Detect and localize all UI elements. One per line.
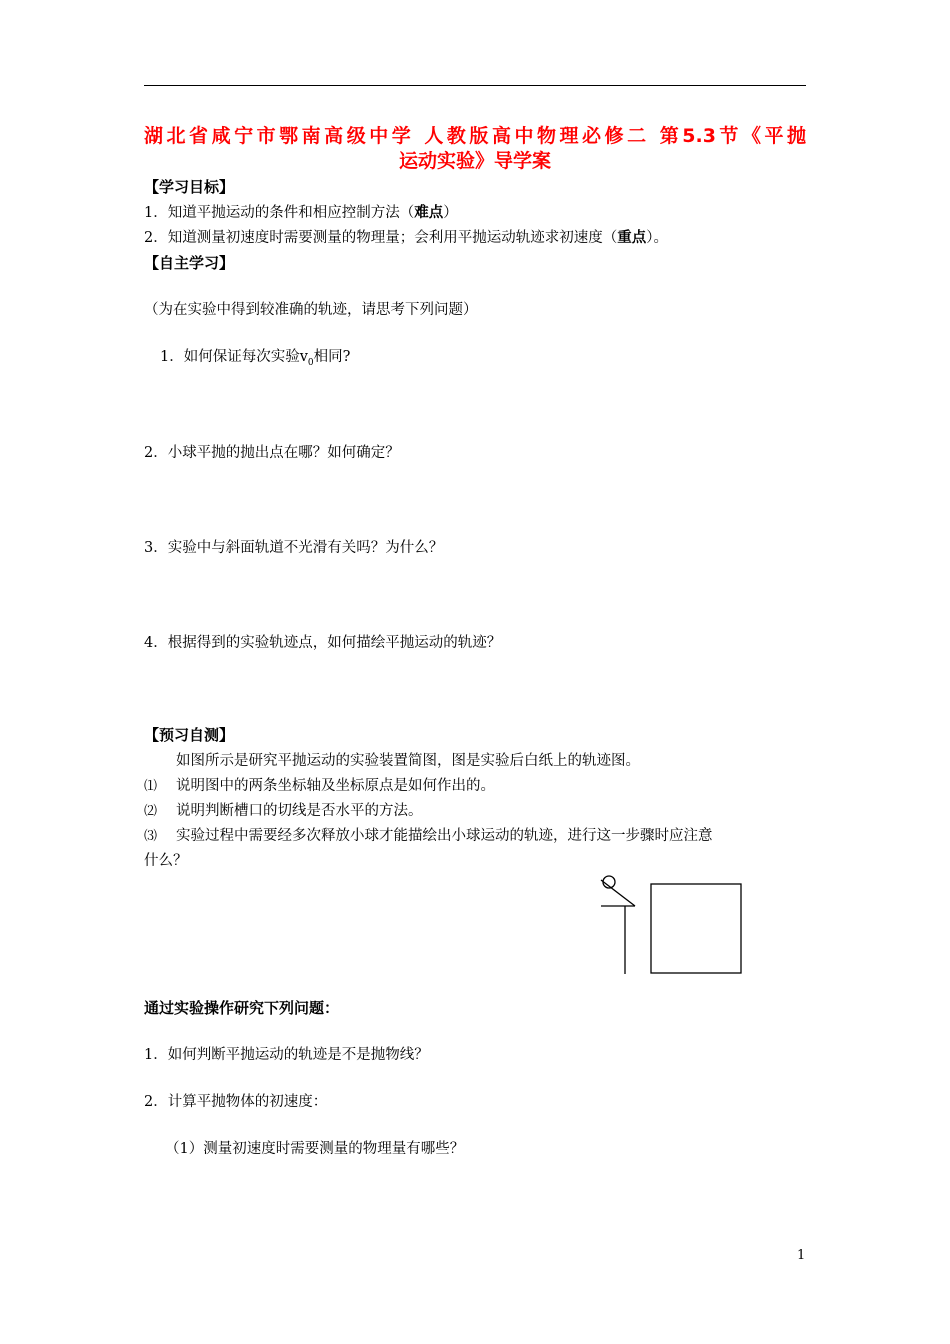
preview-item-2-marker: ⑵ [144, 804, 158, 819]
objective-item-2-text: 2．知道测量初速度时需要测量的物理量；会利用平抛运动轨迹求初速度（ [144, 230, 618, 246]
preview-item-2 [144, 799, 423, 820]
chute-incline [601, 880, 635, 906]
objective-item-2-end: ）。 [646, 230, 668, 246]
experiment-question-1: 1．如何判断平抛运动的轨迹是不是抛物线？ [144, 1047, 429, 1063]
document-title-line-1: 湖北省咸宁市鄂南高级中学 人教版高中物理必修二 第5.3节《平抛 [144, 125, 806, 147]
preview-item-3-text: 实验过程中需要经多次释放小球才能描绘出小球运动的轨迹，进行这一步骤时应注意 [176, 828, 713, 844]
objective-item-1-text: 1．知道平抛运动的条件和相应控制方法（ [144, 205, 415, 221]
preview-item-3 [144, 824, 713, 845]
preview-test-intro: 如图所示是研究平抛运动的实验装置简图，图是实验后白纸上的轨迹图。 [176, 753, 640, 769]
preview-item-3-continued: 什么？ [144, 853, 188, 869]
preview-test-heading: 【预习自测】 [144, 726, 235, 744]
question-1-subscript: 0 [307, 357, 314, 368]
preview-item-1-marker: ⑴ [144, 779, 158, 794]
objectives-heading: 【学习目标】 [144, 178, 235, 196]
experiment-question-2-sub-1: （1）测量初速度时需要测量的物理量有哪些？ [165, 1141, 465, 1157]
self-study-heading: 【自主学习】 [144, 254, 235, 272]
experiment-heading: 通过实验操作研究下列问题： [144, 999, 340, 1017]
preview-item-1 [144, 774, 495, 795]
objective-item-1-end: ） [443, 205, 458, 221]
self-study-question-2: 2．小球平抛的抛出点在哪？如何确定？ [144, 445, 400, 461]
objective-item-1 [144, 201, 458, 222]
experiment-question-2: 2．计算平抛物体的初速度： [144, 1094, 328, 1110]
board-rectangle [651, 884, 741, 973]
apparatus-diagram [595, 872, 750, 978]
objective-item-2 [144, 226, 668, 247]
question-1-prefix: 1．如何保证每次实验v [160, 349, 308, 365]
preview-item-1-text: 说明图中的两条坐标轴及坐标原点是如何作出的。 [176, 778, 495, 794]
self-study-question-3: 3．实验中与斜面轨道不光滑有关吗？为什么？ [144, 540, 444, 556]
self-study-question-1 [160, 345, 350, 368]
objective-item-1-emphasis: 难点 [414, 205, 444, 221]
objective-item-2-emphasis: 重点 [617, 230, 647, 246]
preview-item-3-marker: ⑶ [144, 829, 158, 844]
preview-item-2-text: 说明判断槽口的切线是否水平的方法。 [176, 803, 423, 819]
header-rule [144, 85, 806, 86]
self-study-intro: （为在实验中得到较准确的轨迹，请思考下列问题） [144, 302, 478, 318]
page-number: 1 [797, 1248, 806, 1263]
self-study-question-4: 4．根据得到的实验轨迹点，如何描绘平抛运动的轨迹？ [144, 635, 502, 651]
document-title-line-2: 运动实验》导学案 [398, 150, 551, 172]
question-1-suffix: 相同? [313, 349, 351, 365]
